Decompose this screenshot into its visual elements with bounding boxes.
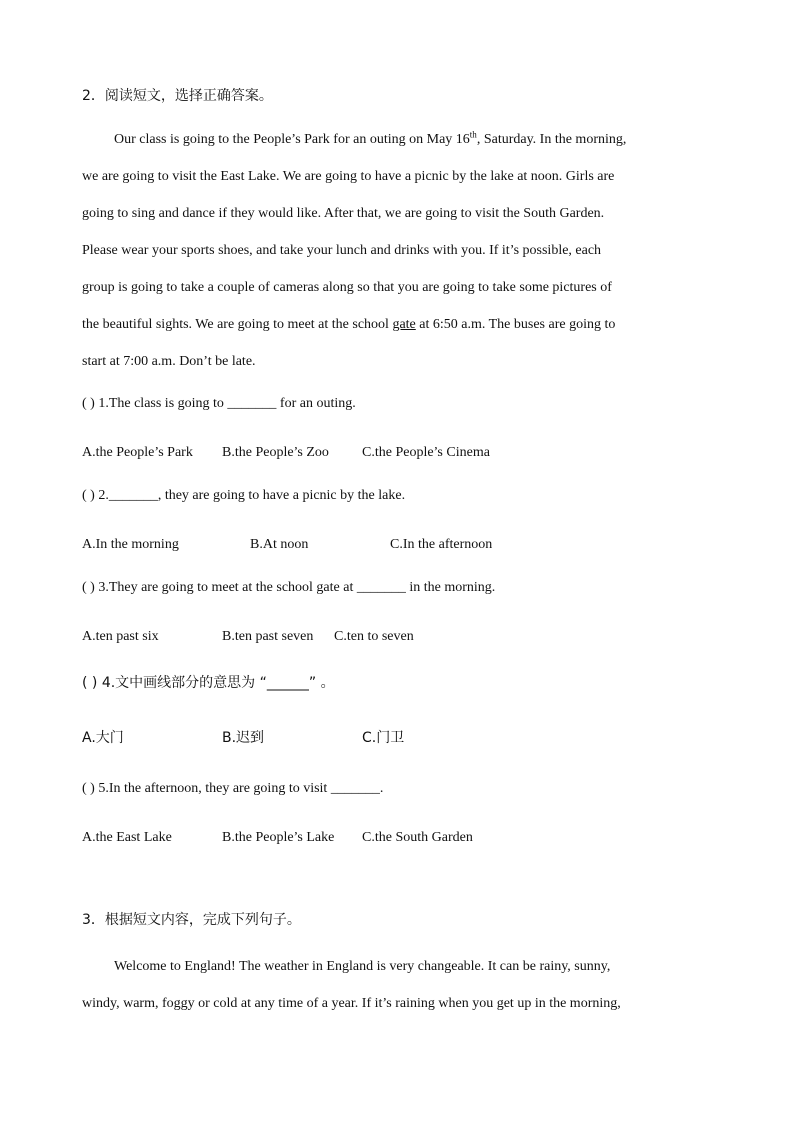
passage-line-6-end: at 6:50 a.m. The buses are going to xyxy=(415,317,616,332)
question-1-option-b: B.the People’s Zoo xyxy=(222,445,329,460)
passage-line-1 xyxy=(82,129,627,148)
question-1-option-a: A.the People’s Park xyxy=(82,445,193,460)
question-1-option-c: C.the People’s Cinema xyxy=(362,445,490,460)
question-2-option-b: B.At noon xyxy=(250,537,309,552)
question-4-option-b: B.迟到 xyxy=(222,730,265,746)
section-3-heading: 3．根据短文内容，完成下列句子。 xyxy=(82,912,301,928)
question-3-stem: ( ) 3.They are going to meet at the school gate at _______ in the morning. xyxy=(82,580,496,595)
question-5-option-c: C.the South Garden xyxy=(362,830,473,845)
question-3-option-b: B.ten past seven xyxy=(222,629,314,644)
question-2-stem: ( ) 2._______, they are going to have a picnic by the lake. xyxy=(82,488,406,503)
question-2-option-a: A.In the morning xyxy=(82,537,179,552)
passage-line-7: start at 7:00 a.m. Don’t be late. xyxy=(82,354,256,369)
passage-line-5: group is going to take a couple of cameras along so that you are going to take some pictures of xyxy=(82,280,612,295)
passage-line-2: we are going to visit the East Lake. We are going to have a picnic by the lake at noon. Girls are xyxy=(82,169,615,184)
passage-line-6 xyxy=(82,317,615,333)
passage-line-6-text: the beautiful sights. We are going to meet at the school xyxy=(82,317,393,332)
superscript-th: th xyxy=(469,129,477,140)
question-2-option-c: C.In the afternoon xyxy=(390,537,493,552)
passage-line-4: Please wear your sports shoes, and take your lunch and drinks with you. If it’s possible, each xyxy=(82,243,602,258)
passage-line-1-end: , Saturday. In the morning, xyxy=(476,132,627,147)
underlined-word-gate: gate xyxy=(392,317,416,332)
question-3-option-c: C.ten to seven xyxy=(334,629,414,644)
question-5-option-b: B.the People’s Lake xyxy=(222,830,335,845)
question-5-stem: ( ) 5.In the afternoon, they are going to visit _______. xyxy=(82,781,384,796)
section-3-line-1: Welcome to England! The weather in England is very changeable. It can be rainy, sunny, xyxy=(114,959,611,974)
question-5-option-a: A.the East Lake xyxy=(82,830,172,845)
question-3-option-a: A.ten past six xyxy=(82,629,159,644)
question-1-stem: ( ) 1.The class is going to _______ for an outing. xyxy=(82,396,356,411)
question-4-option-a: A.大门 xyxy=(82,730,124,746)
passage-line-3: going to sing and dance if they would like. After that, we are going to visit the South Garden. xyxy=(82,206,605,221)
question-4-stem: ( ) 4.文中画线部分的意思为 “______” 。 xyxy=(82,675,335,691)
section-3-line-2: windy, warm, foggy or cold at any time of a year. If it’s raining when you get up in the morning, xyxy=(82,996,621,1011)
section-2-heading: 2．阅读短文，选择正确答案。 xyxy=(82,88,273,104)
question-4-option-c: C.门卫 xyxy=(362,730,405,746)
passage-line-1-text: Our class is going to the People’s Park for an outing on May 16 xyxy=(114,132,470,147)
